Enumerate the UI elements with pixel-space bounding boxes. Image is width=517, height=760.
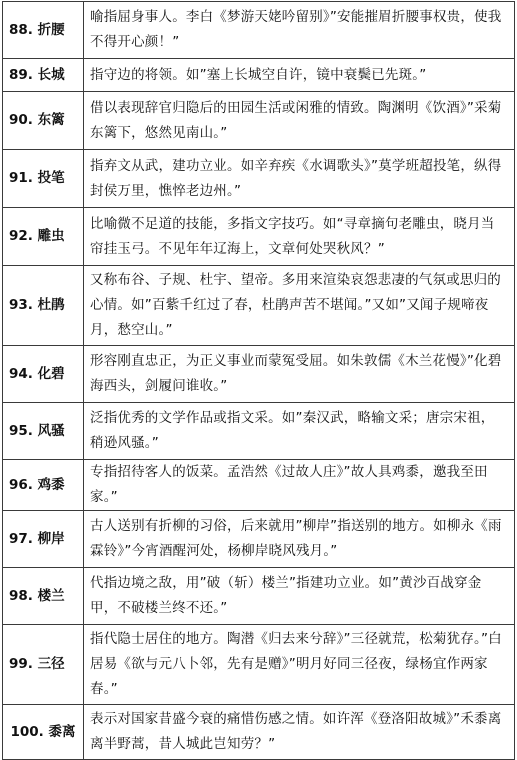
definition-cell: 专指招待客人的饭菜。孟浩然《过故人庄》”故人具鸡黍，邀我至田家。” (84, 460, 515, 511)
definition-cell: 又称布谷、子规、杜宇、望帝。多用来渲染哀怨悲凄的气氛或思归的心情。如”百紫千红过了春，杜鹃声苦不堪闻。”又如”又闻子规啼夜月，愁空山。” (84, 266, 515, 346)
definition-cell: 表示对国家昔盛今衰的痛惜伤感之情。如许浑《登洛阳故城》”禾黍离离半野蒿，昔人城此岂知劳？” (84, 705, 515, 760)
definition-cell: 形容刚直忠正，为正义事业而蒙冤受屈。如朱敦儒《木兰花慢》”化碧海西头，剑履问谁收。” (84, 346, 515, 403)
table-row (3, 568, 515, 625)
term-cell: 98. 楼兰 (3, 568, 84, 625)
glossary-table (2, 1, 515, 760)
definition-cell: 代指边境之敌，用”破（斩）楼兰”指建功立业。如”黄沙百战穿金甲，不破楼兰终不还。” (84, 568, 515, 625)
term-cell: 91. 投笔 (3, 150, 84, 208)
table-row (3, 625, 515, 705)
table-row (3, 511, 515, 568)
table-row (3, 150, 515, 208)
table-row (3, 92, 515, 150)
table-row (3, 705, 515, 760)
term-cell: 90. 东篱 (3, 92, 84, 150)
table-row (3, 208, 515, 266)
definition-cell: 借以表现辞官归隐后的田园生活或闲雅的情致。陶渊明《饮酒》”采菊东篱下，悠然见南山。” (84, 92, 515, 150)
definition-cell: 泛指优秀的文学作品或指文采。如”秦汉武，略输文采；唐宗宋祖，稍逊风骚。” (84, 403, 515, 460)
table-row (3, 266, 515, 346)
definition-cell: 喻指屈身事人。李白《梦游天姥吟留别》”安能摧眉折腰事权贵，使我不得开心颜！” (84, 2, 515, 59)
definition-cell: 指代隐士居住的地方。陶潜《归去来兮辞》”三径就荒，松菊犹存。”白居易《欲与元八卜邻，先有是赠》”明月好同三径夜，绿杨宜作两家春。” (84, 625, 515, 705)
table-row (3, 460, 515, 511)
definition-cell: 比喻微不足道的技能，多指文字技巧。如“寻章摘句老雕虫，晓月当帘挂玉弓。不见年年辽海上，文章何处哭秋风？” (84, 208, 515, 266)
table-row (3, 59, 515, 92)
definition-cell: 指守边的将领。如”塞上长城空自许，镜中衰鬓已先斑。” (84, 59, 515, 92)
table-row (3, 403, 515, 460)
term-cell: 92. 雕虫 (3, 208, 84, 266)
term-cell: 97. 柳岸 (3, 511, 84, 568)
term-cell: 99. 三径 (3, 625, 84, 705)
term-cell: 95. 风骚 (3, 403, 84, 460)
term-cell: 93. 杜鹃 (3, 266, 84, 346)
term-cell: 88. 折腰 (3, 2, 84, 59)
term-cell: 96. 鸡黍 (3, 460, 84, 511)
table-row (3, 346, 515, 403)
definition-cell: 古人送别有折柳的习俗，后来就用”柳岸”指送别的地方。如柳永《雨霖铃》”今宵酒醒河处，杨柳岸晓风残月。” (84, 511, 515, 568)
definition-cell: 指弃文从武，建功立业。如辛弃疾《水调歌头》”莫学班超投笔，纵得封侯万里，憔悴老边州。” (84, 150, 515, 208)
term-cell: 89. 长城 (3, 59, 84, 92)
term-cell: 100. 黍离 (3, 705, 84, 760)
table-row (3, 2, 515, 59)
term-cell: 94. 化碧 (3, 346, 84, 403)
